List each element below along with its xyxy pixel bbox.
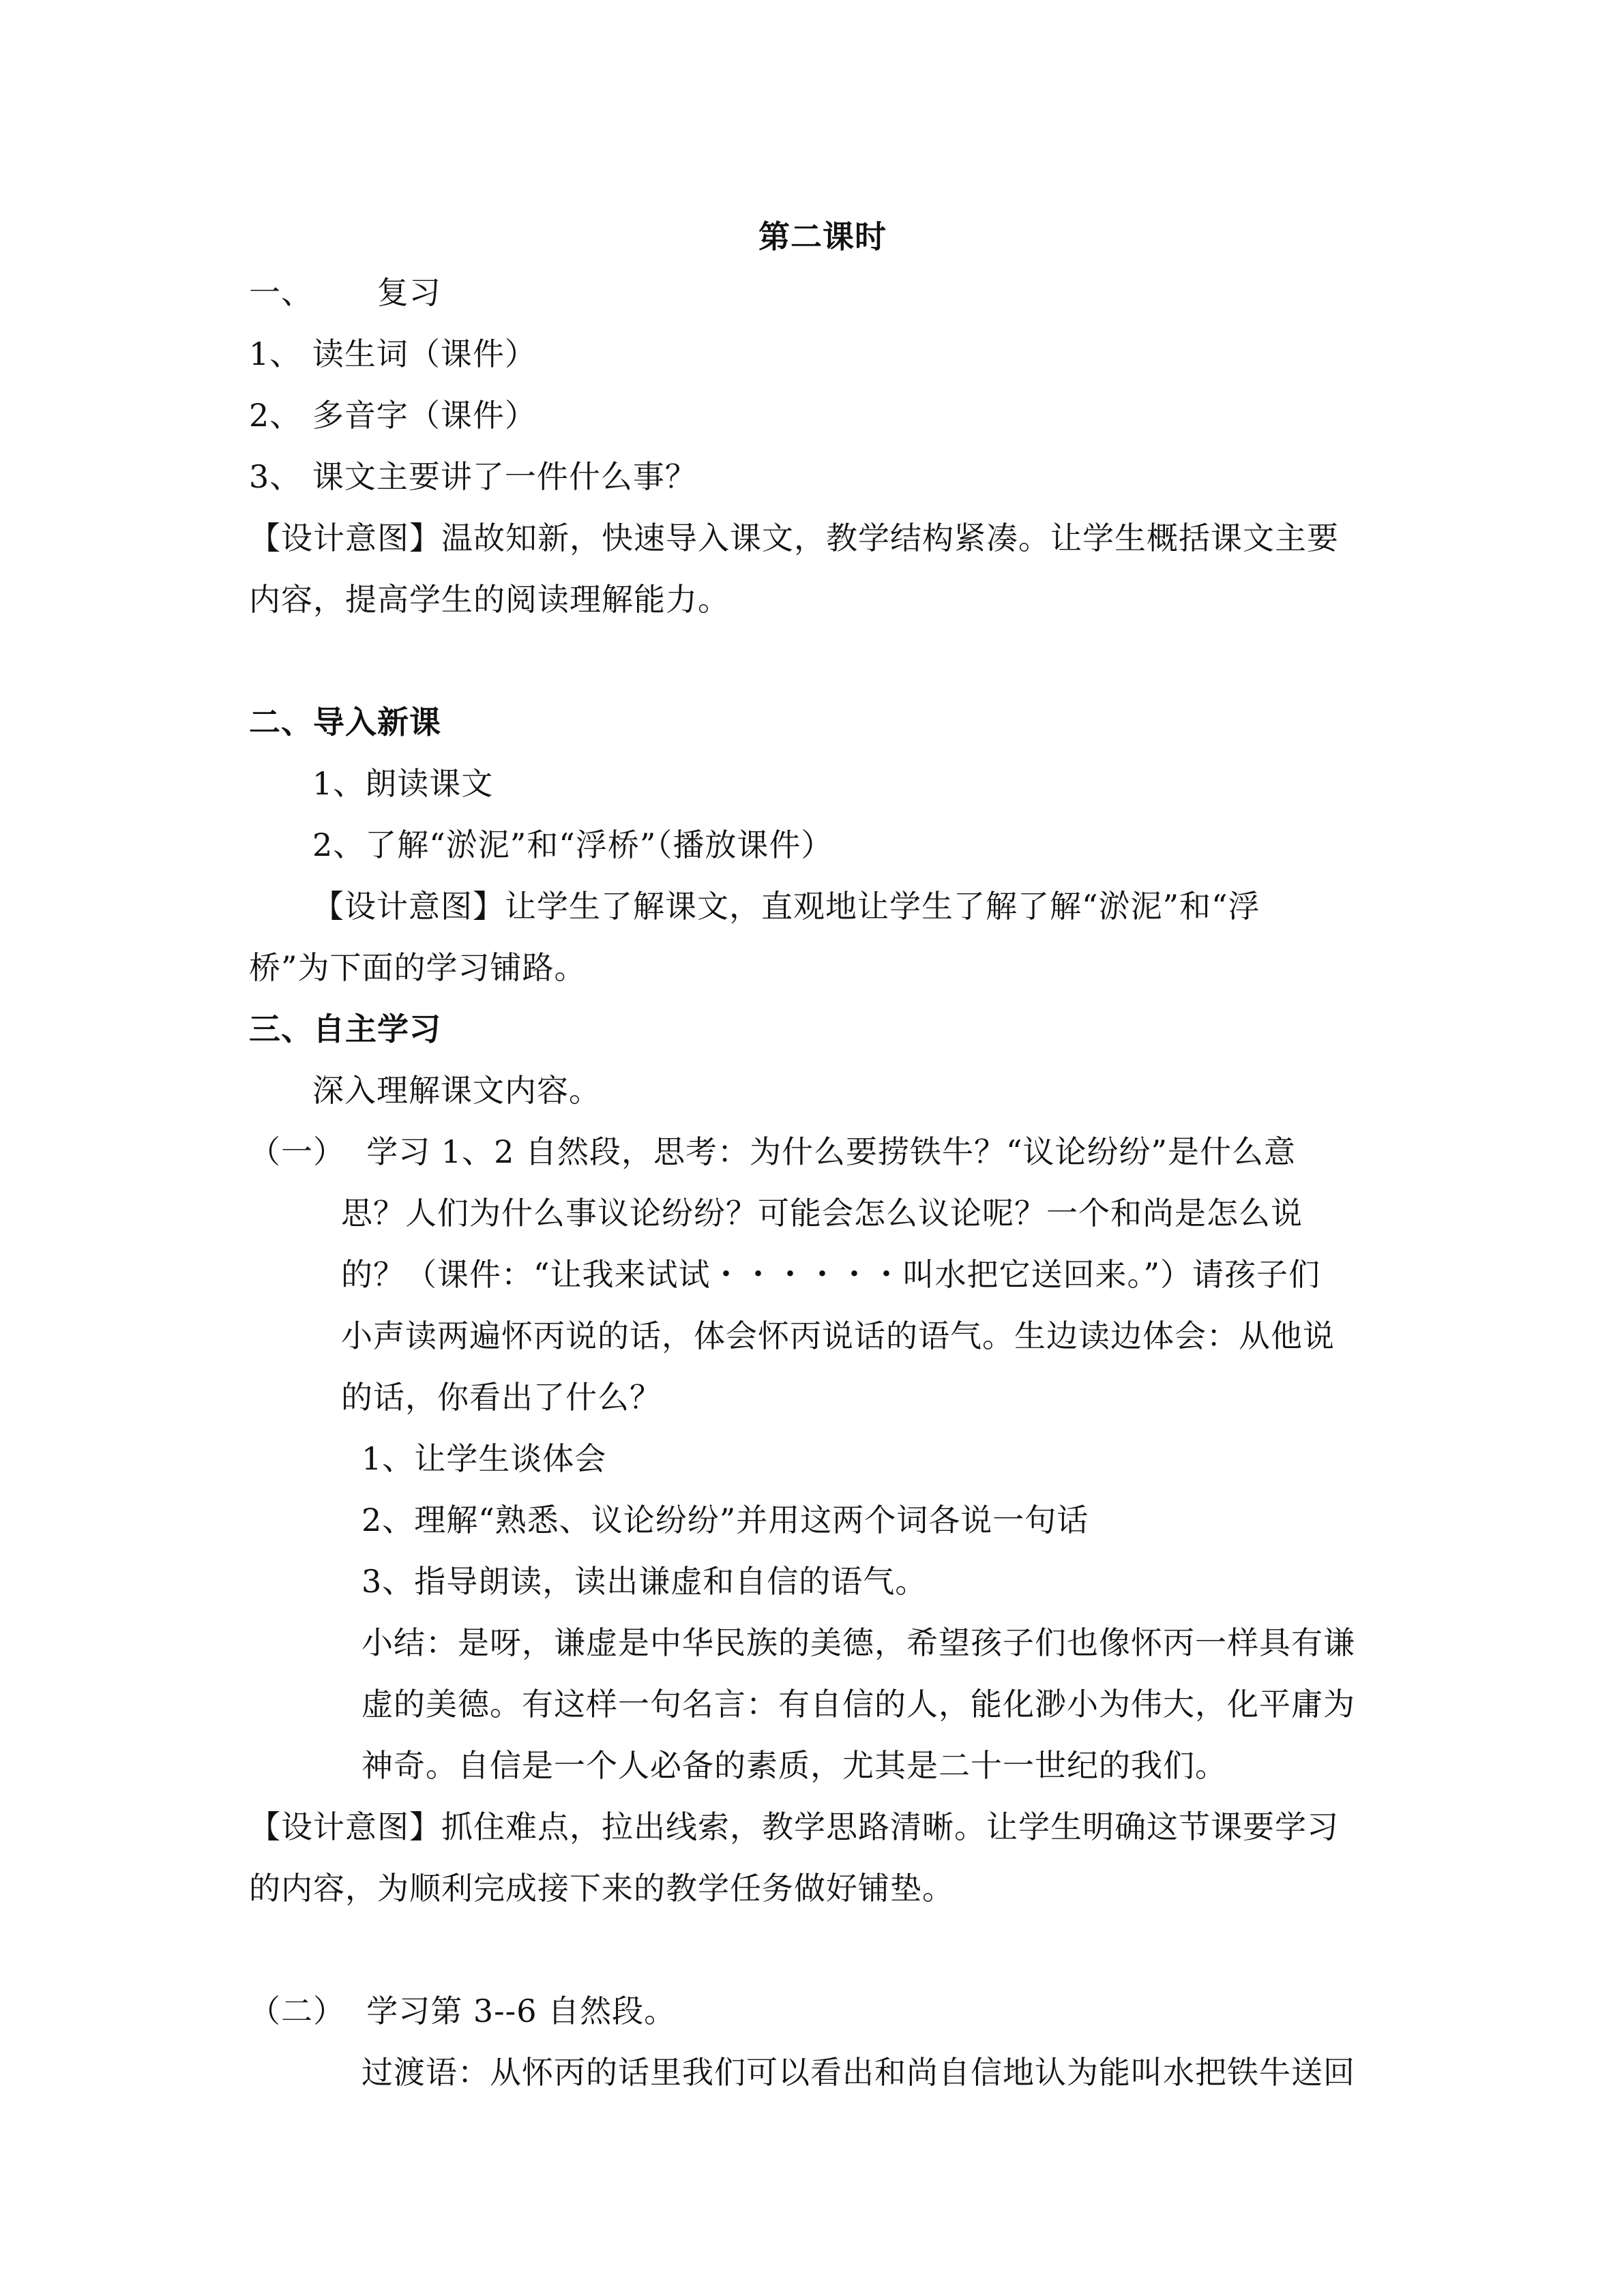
design-intent-paragraph: 桥”为下面的学习铺路。: [249, 949, 587, 986]
summary-paragraph: 小结：是呀，谦虚是中华民族的美德，希望孩子们也像怀丙一样具有谦: [361, 1624, 1355, 1661]
subsection-one-paragraph: 思？人们为什么事议论纷纷？可能会怎么议论呢？一个和尚是怎么说: [341, 1195, 1303, 1232]
section-intro-heading: 二、导入新课: [249, 704, 441, 741]
list-item: 2、 多音字（课件）: [249, 397, 537, 434]
subsection-one-paragraph: （一） 学习 1、2 自然段，思考：为什么要捞铁牛？“议论纷纷”是什么意: [249, 1133, 1297, 1170]
design-intent-paragraph: 【设计意图】温故知新，快速导入课文，教学结构紧凑。让学生概括课文主要: [249, 520, 1339, 556]
summary-paragraph: 神奇。自信是一个人必备的素质，尤其是二十一世纪的我们。: [361, 1747, 1227, 1784]
design-intent-paragraph: 【设计意图】让学生了解课文，直观地让学生了解了解“淤泥”和“浮: [312, 888, 1260, 925]
list-item: 2、了解“淤泥”和“浮桥”（播放课件）: [312, 826, 833, 863]
design-intent-paragraph: 内容，提高学生的阅读理解能力。: [249, 581, 730, 618]
list-item: 1、让学生谈体会: [361, 1440, 607, 1477]
list-item: 3、 课文主要讲了一件什么事？: [249, 458, 697, 495]
list-item: 2、理解“熟悉、议论纷纷”并用这两个词各说一句话: [361, 1502, 1089, 1538]
list-item: 1、朗读课文: [312, 765, 494, 802]
subsection-two-heading: （二） 学习第 3--6 自然段。: [249, 1993, 677, 2029]
transition-paragraph: 过渡语：从怀丙的话里我们可以看出和尚自信地认为能叫水把铁牛送回: [361, 2054, 1355, 2091]
design-intent-paragraph: 的内容，为顺利完成接下来的教学任务做好铺垫。: [249, 1870, 954, 1907]
subsection-one-paragraph: 的话，你看出了什么？: [341, 1379, 662, 1416]
section-self-study-heading: 三、自主学习: [249, 1011, 441, 1047]
list-item: 3、指导朗读，读出谦虚和自信的语气。: [361, 1563, 928, 1600]
page-title: 第二课时: [758, 218, 887, 255]
subsection-one-paragraph: 的？（课件：“让我来试试・・・・・・叫水把它送回来。”）请孩子们: [341, 1256, 1321, 1293]
section-review-heading: 一、 复习: [249, 274, 441, 311]
summary-paragraph: 虚的美德。有这样一句名言：有自信的人，能化渺小为伟大，化平庸为: [361, 1686, 1355, 1723]
list-item: 1、 读生词（课件）: [249, 336, 537, 372]
design-intent-paragraph: 【设计意图】抓住难点，拉出线索，教学思路清晰。让学生明确这节课要学习: [249, 1808, 1339, 1845]
subsection-one-paragraph: 小声读两遍怀丙说的话，体会怀丙说话的语气。生边读边体会：从他说: [341, 1317, 1335, 1354]
paragraph: 深入理解课文内容。: [312, 1072, 601, 1109]
